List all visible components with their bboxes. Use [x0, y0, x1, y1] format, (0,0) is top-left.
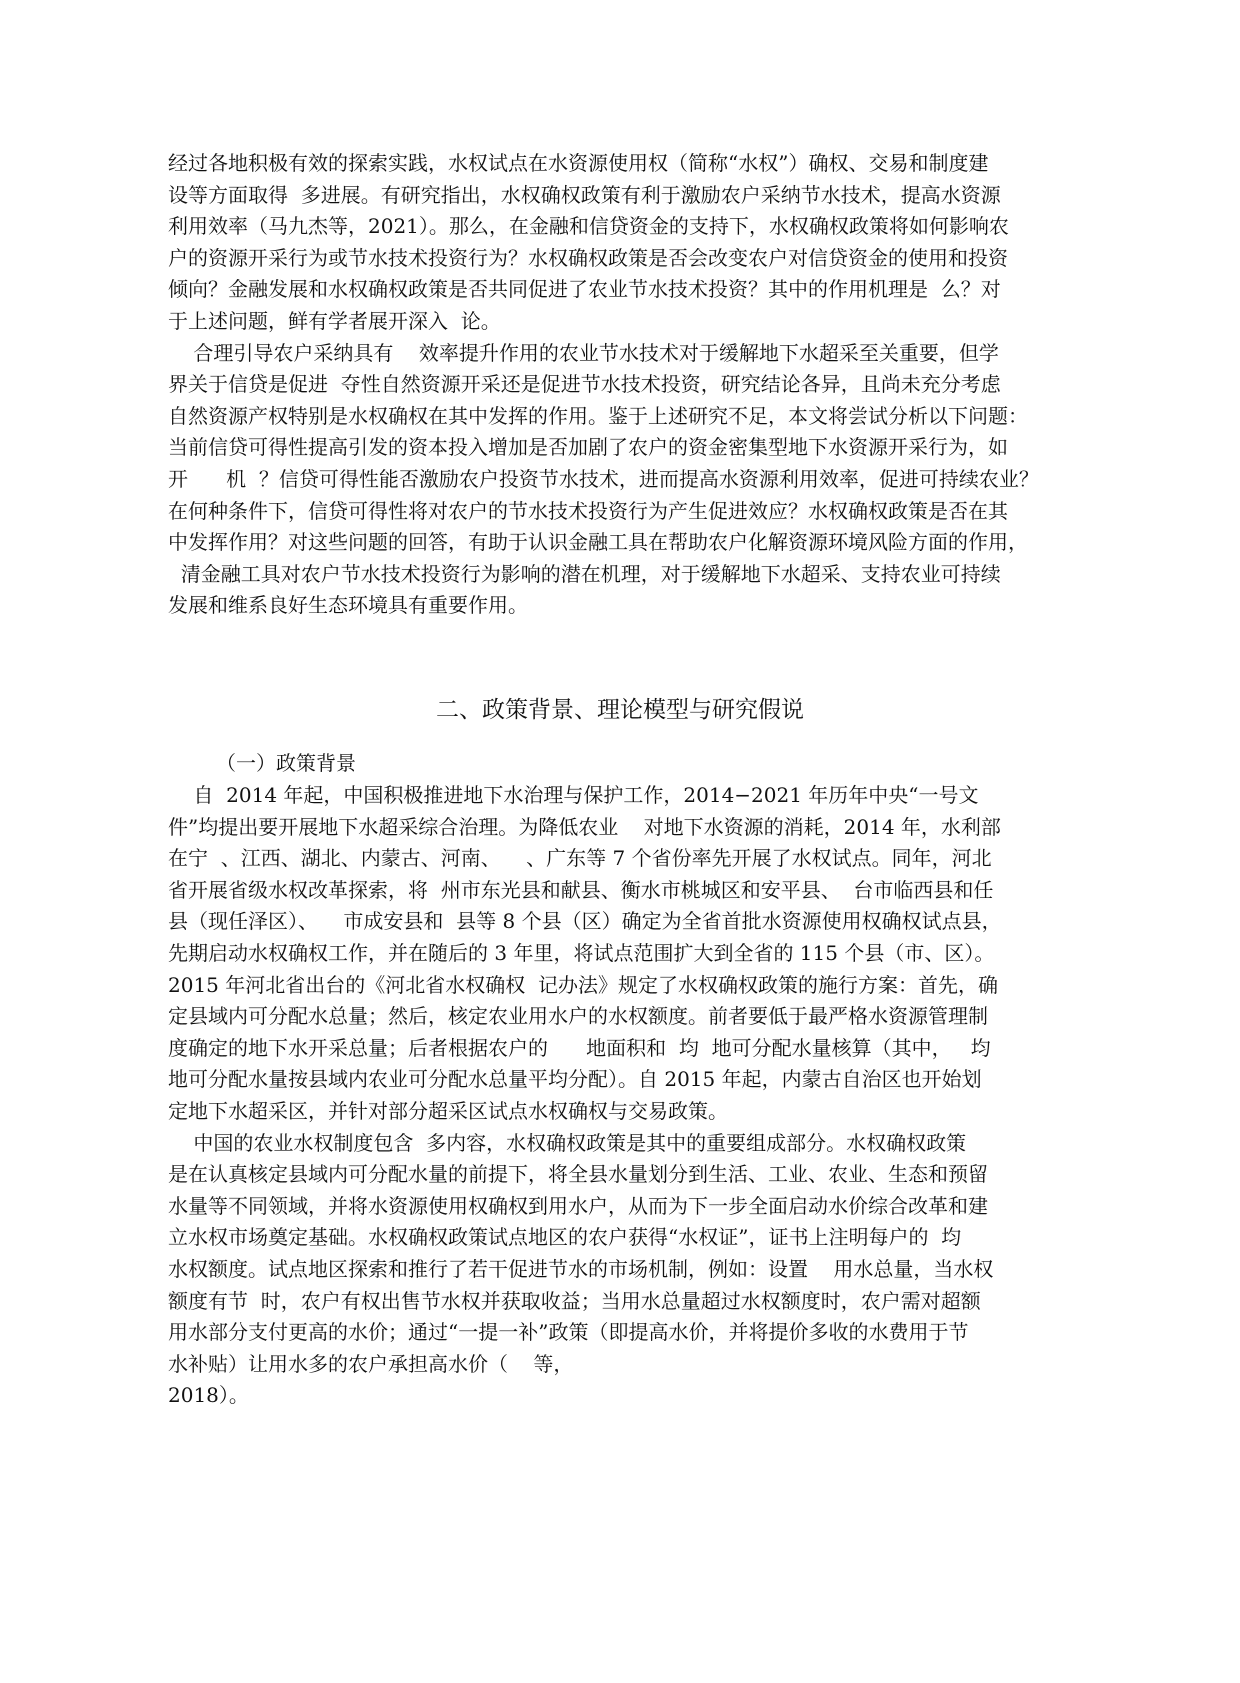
paragraph-3 — [168, 780, 1088, 1128]
text-line: 在宁 、江西、湖北、内蒙古、河南、 、广东等 7 个省份率先开展了水权试点。同年，河北 — [168, 846, 992, 871]
text-line: 开 机 ？信贷可得性能否激励农户投资节水技术，进而提高水资源利用效率，促进可持续农业？ — [168, 466, 1039, 491]
text-line: 于上述问题，鲜有学者展开深入 论。 — [168, 308, 501, 333]
text-line: 中国的农业水权制度包含 多内容，水权确权政策是其中的重要组成部分。水权确权政策 — [168, 1130, 967, 1155]
text-line: 设等方面取得 多进展。有研究指出，水权确权政策有利于激励农户采纳节水技术，提高水资源 — [168, 182, 1001, 207]
text-line: 清金融工具对农户节水技术投资行为影响的潜在机理，对于缓解地下水超采、支持农业可持续 — [168, 561, 1001, 586]
text-line: 水补贴）让用水多的农户承担高水价（ 等， — [168, 1351, 574, 1376]
text-line: 度确定的地下水开采总量；后者根据农户的 地面积和 均 地可分配水量核算（其中， 均 — [168, 1035, 991, 1060]
text-line: 当前信贷可得性提高引发的资本投入增加是否加剧了农户的资金密集型地下水资源开采行为，如 — [168, 435, 1008, 460]
text-line: 自然资源产权特别是水权确权在其中发挥的作用。鉴于上述研究不足，本文将尝试分析以下问题： — [168, 403, 1028, 428]
text-line: 经过各地积极有效的探索实践，水权试点在水资源使用权（简称“水权”）确权、交易和制度建 — [168, 151, 989, 175]
subsection-heading: （一）政策背景 — [216, 751, 356, 775]
paragraph-2 — [168, 338, 1088, 622]
paragraph-1 — [168, 148, 1088, 338]
text-line: 件”均提出要开展地下水超采综合治理。为降低农业 对地下水资源的消耗，2014 年，水利部 — [168, 814, 1001, 839]
text-line: 利用效率（马九杰等，2021）。那么，在金融和信贷资金的支持下，水权确权政策将如何影响农 — [168, 214, 1009, 239]
text-line: 地可分配水量按县域内农业可分配水总量平均分配）。自 2015 年起，内蒙古自治区也开始划 — [168, 1067, 982, 1092]
text-line: 2015 年河北省出台的《河北省水权确权 记办法》规定了水权确权政策的施行方案：首先，确 — [168, 972, 998, 997]
text-line: 省开展省级水权改革探索，将 州市东光县和献县、衡水市桃城区和安平县、 台市临西县和任 — [168, 877, 994, 902]
section-heading: 二、政策背景、理论模型与研究假说 — [436, 697, 804, 723]
text-line: 发展和维系良好生态环境具有重要作用。 — [168, 593, 528, 618]
text-line: 是在认真核定县域内可分配水量的前提下，将全县水量划分到生活、工业、农业、生态和预留 — [168, 1162, 988, 1187]
text-line: 定县域内可分配水总量；然后，核定农业用水户的水权额度。前者要低于最严格水资源管理制 — [168, 1004, 988, 1029]
text-line: 合理引导农户采纳具有 效率提升作用的农业节水技术对于缓解地下水超采至关重要，但学 — [168, 340, 999, 365]
policy-paragraphs — [168, 780, 1088, 1412]
text-line: 县（现任泽区）、 市成安县和 县等 8 个县（区）确定为全省首批水资源使用权确权试点县， — [168, 909, 1002, 934]
text-line: 立水权市场奠定基础。水权确权政策试点地区的农户获得“水权证”，证书上注明每户的 均 — [168, 1225, 962, 1250]
text-line: 先期启动水权确权工作，并在随后的 3 年里，将试点范围扩大到全省的 115 个县（市、区）。 — [168, 940, 995, 965]
text-line: 自 2014 年起，中国积极推进地下水治理与保护工作，2014−2021 年历年中央“一号文 — [168, 783, 979, 807]
text-line: 倾向？金融发展和水权确权政策是否共同促进了农业节水技术投资？其中的作用机理是 么？对 — [168, 277, 1001, 302]
intro-paragraphs — [168, 148, 1088, 622]
paragraph-4 — [168, 1128, 1088, 1412]
text-line: 水量等不同领域，并将水资源使用权确权到用水户，从而为下一步全面启动水价综合改革和建 — [168, 1193, 988, 1218]
text-line: 界关于信贷是促进 夺性自然资源开采还是促进节水技术投资，研究结论各异，且尚未充分考虑 — [168, 372, 1001, 397]
text-line: 水权额度。试点地区探索和推行了若干促进节水的市场机制，例如：设置 用水总量，当水权 — [168, 1256, 994, 1281]
text-line: 2018）。 — [168, 1383, 249, 1408]
text-line: 用水部分支付更高的水价；通过“一提一补”政策（即提高水价，并将提价多收的水费用于节 — [168, 1320, 969, 1345]
text-line: 在何种条件下，信贷可得性将对农户的节水技术投资行为产生促进效应？水权确权政策是否在其 — [168, 498, 1008, 523]
text-line: 户的资源开采行为或节水技术投资行为？水权确权政策是否会改变农户对信贷资金的使用和投资 — [168, 245, 1008, 270]
text-line: 中发挥作用？对这些问题的回答，有助于认识金融工具在帮助农户化解资源环境风险方面的作用， — [168, 530, 1028, 555]
text-line: 定地下水超采区，并针对部分超采区试点水权确权与交易政策。 — [168, 1098, 728, 1123]
text-line: 额度有节 时，农户有权出售节水权并获取收益；当用水总量超过水权额度时，农户需对超额 — [168, 1288, 981, 1313]
